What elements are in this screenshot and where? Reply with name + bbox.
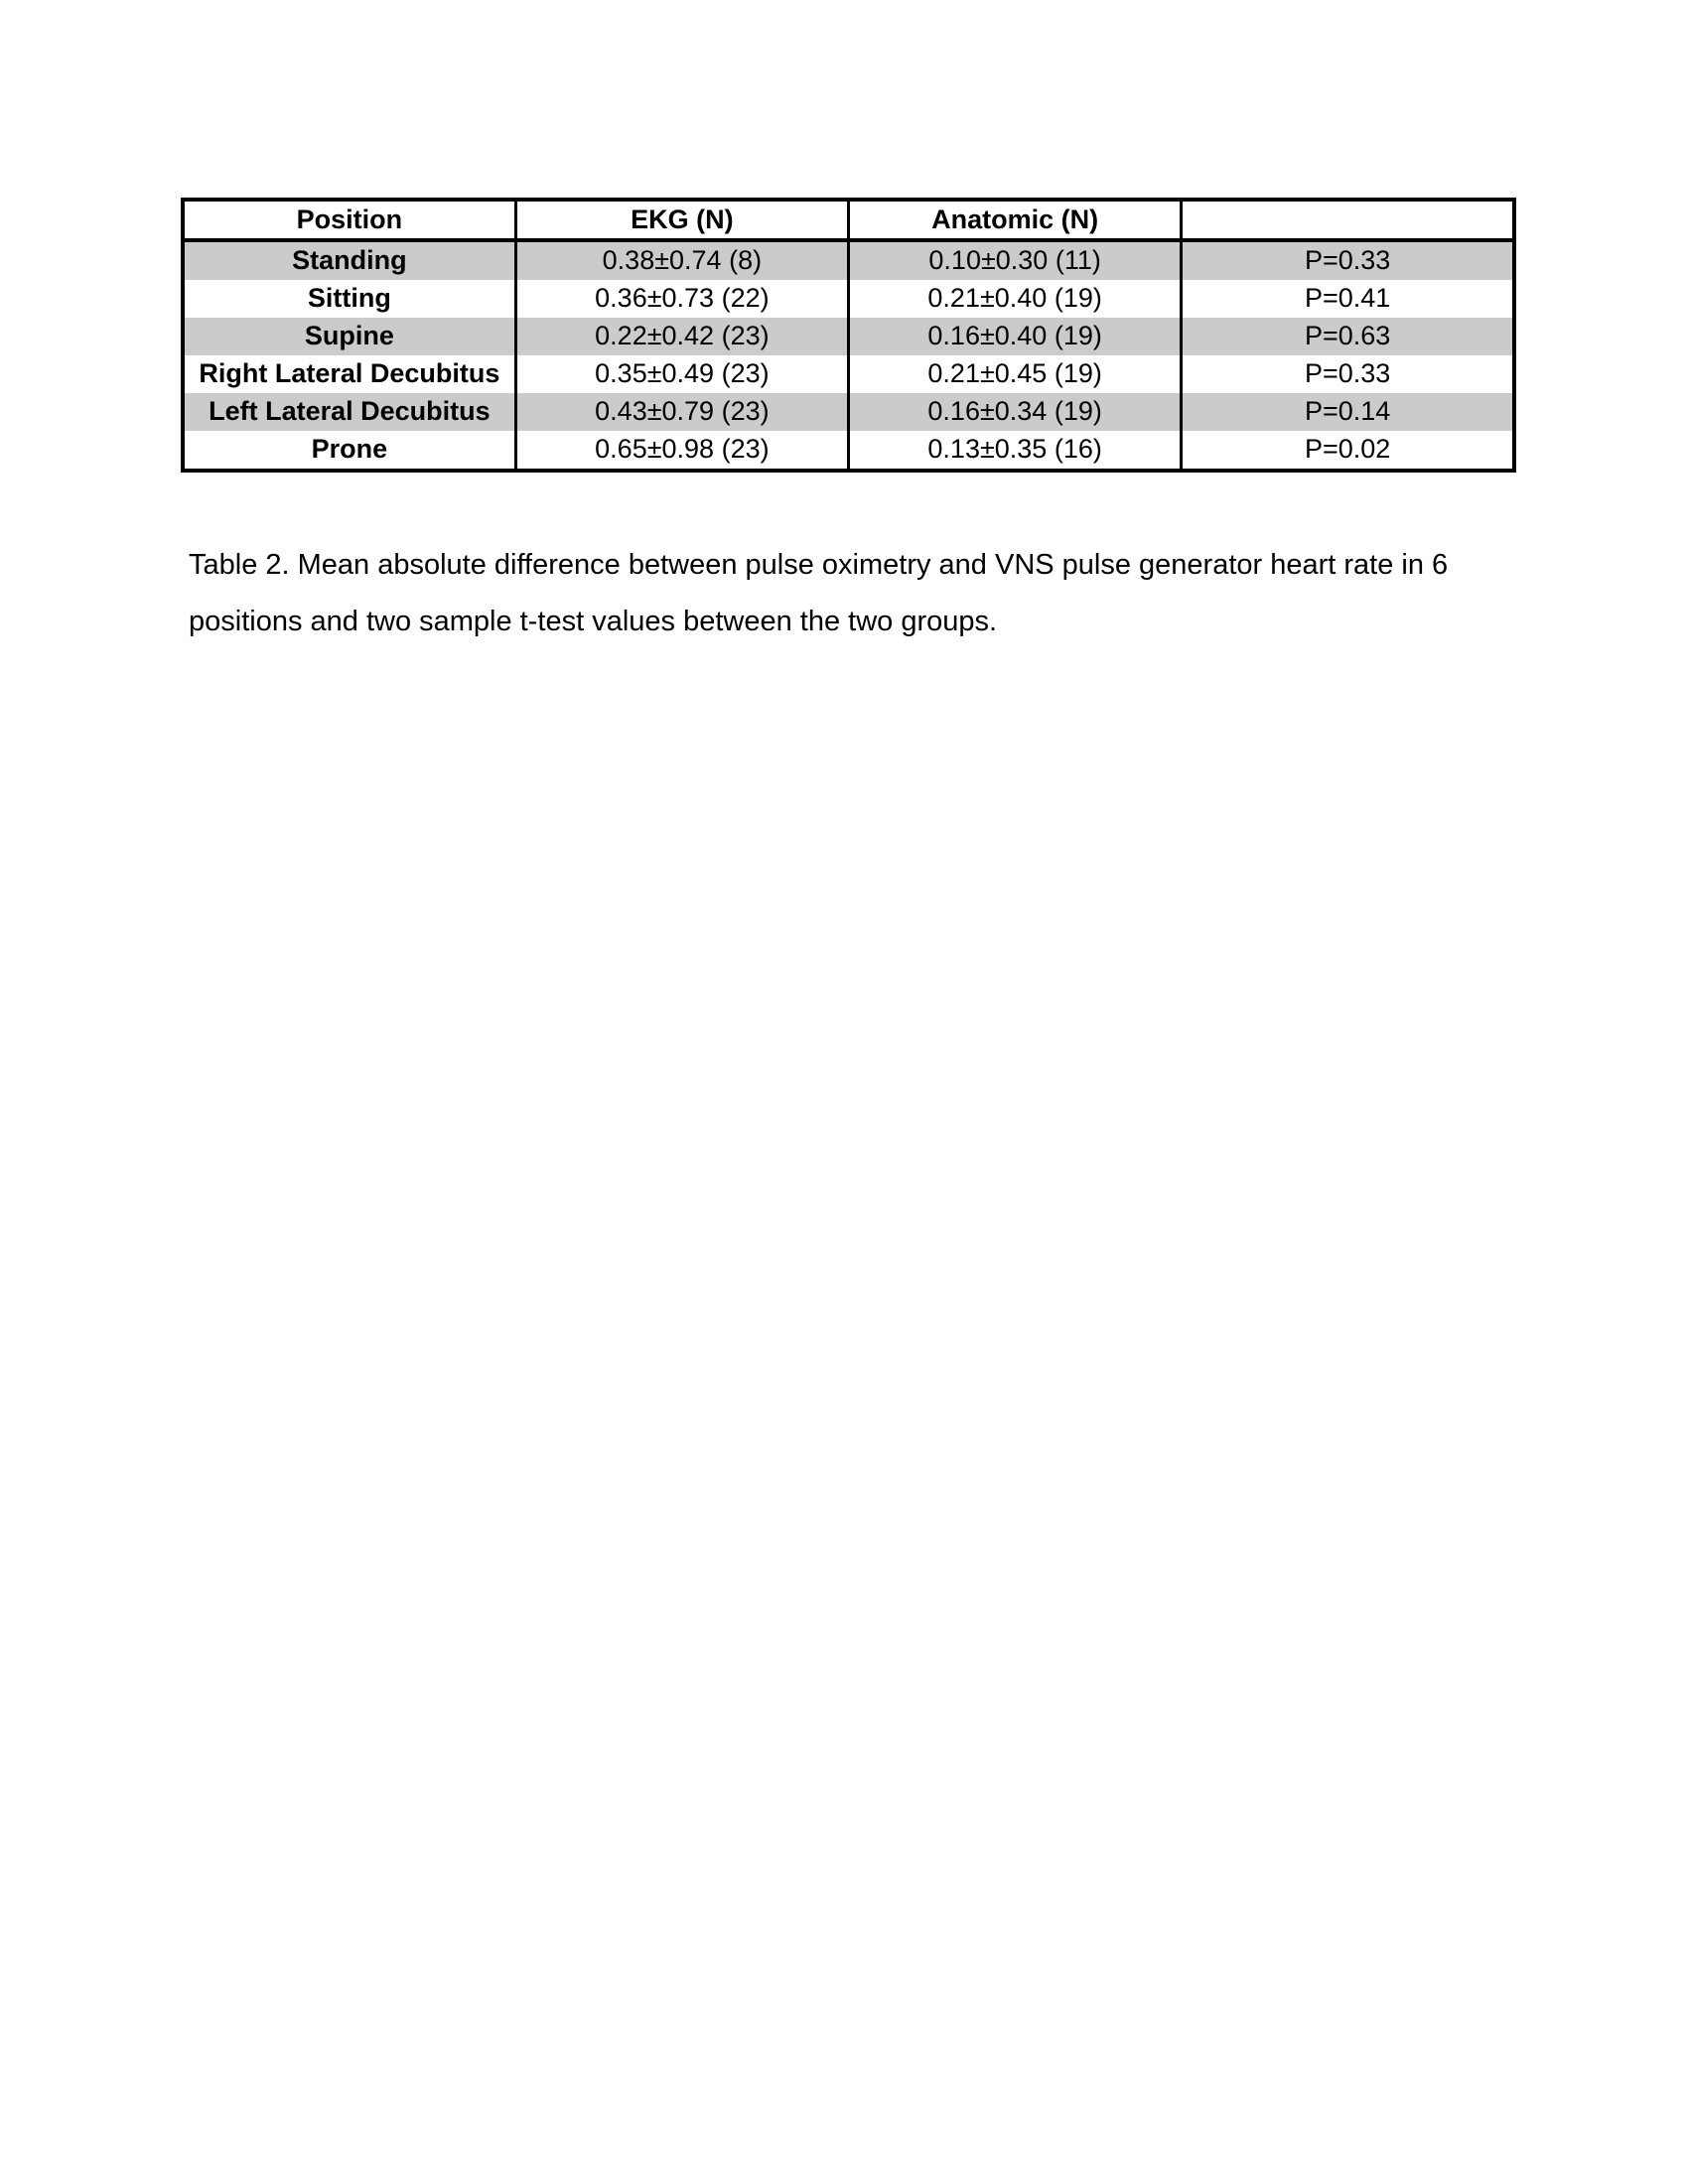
cell-position: Right Lateral Decubitus: [199, 358, 500, 389]
column-header-position: Position: [183, 200, 515, 240]
table-caption: [189, 537, 1479, 650]
cell-anatomic: 0.16±0.40 (19): [849, 318, 1182, 355]
table-row: [183, 431, 1514, 471]
cell-pvalue: P=0.14: [1182, 393, 1514, 431]
cell-ekg: 0.35±0.49 (23): [515, 355, 848, 393]
table-row: [183, 393, 1514, 431]
cell-anatomic: 0.13±0.35 (16): [849, 431, 1182, 471]
cell-anatomic: 0.10±0.30 (11): [849, 240, 1182, 280]
cell-position: Supine: [183, 318, 515, 355]
cell-ekg: 0.36±0.73 (22): [515, 280, 848, 318]
cell-position: Standing: [183, 240, 515, 280]
caption-line-1: Table 2. Mean absolute difference between pulse oximetry and VNS pulse generator heart rate in 6: [189, 549, 1449, 581]
cell-pvalue: P=0.63: [1182, 318, 1514, 355]
cell-ekg: 0.22±0.42 (23): [515, 318, 848, 355]
column-header-blank: [1182, 200, 1514, 240]
cell-anatomic: 0.21±0.45 (19): [849, 355, 1182, 393]
cell-pvalue: P=0.33: [1182, 240, 1514, 280]
caption-line-2: positions and two sample t-test values between the two groups.: [189, 606, 998, 637]
table-row: [183, 355, 1514, 393]
table-row: [183, 240, 1514, 280]
cell-ekg: 0.43±0.79 (23): [515, 393, 848, 431]
column-header-ekg: EKG (N): [515, 200, 848, 240]
table-header-row: [183, 200, 1514, 240]
cell-position: Prone: [311, 434, 388, 465]
table-row: [183, 318, 1514, 355]
results-table: [181, 198, 1516, 473]
cell-ekg: 0.38±0.74 (8): [515, 240, 848, 280]
cell-anatomic: 0.21±0.40 (19): [849, 280, 1182, 318]
cell-pvalue: P=0.41: [1182, 280, 1514, 318]
cell-position: Sitting: [307, 283, 391, 314]
cell-pvalue: P=0.02: [1182, 431, 1514, 471]
cell-anatomic: 0.16±0.34 (19): [849, 393, 1182, 431]
cell-ekg: 0.65±0.98 (23): [515, 431, 848, 471]
cell-pvalue: P=0.33: [1182, 355, 1514, 393]
table-row: [183, 280, 1514, 318]
cell-position: Left Lateral Decubitus: [183, 393, 515, 431]
column-header-anatomic: Anatomic (N): [849, 200, 1182, 240]
